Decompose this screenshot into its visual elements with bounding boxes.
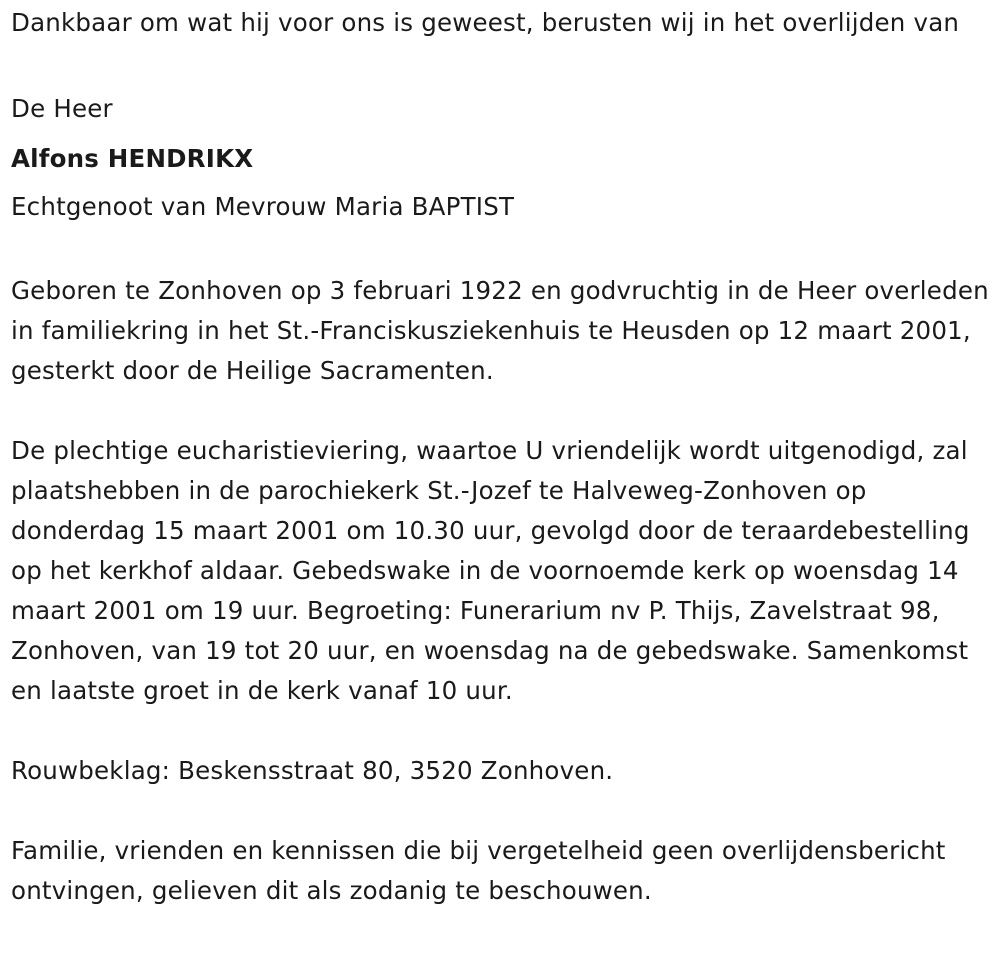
spacer: [11, 43, 995, 83]
service-paragraph: De plechtige eucharistieviering, waartoe U vriendelijk wordt uitgenodigd, zal plaatshebben in de parochiekerk St.-Jozef te Halveweg-Zonhoven op donderdag 15 maart 2001 om 10.30 uur, gevolgd door de teraardebestelling op het kerkhof aldaar. Gebedswake in de voornoemde kerk op woensdag 14 maart 2001 om 19 uur. Begroeting: Funerarium nv P. Thijs, Zavelstraat 98, Zonhoven, van 19 tot 20 uur, en woensdag na de gebedswake. Samenkomst en laatste groet in de kerk vanaf 10 uur.: [11, 436, 970, 705]
spacer: [11, 391, 995, 431]
spacer: [11, 791, 995, 831]
spacer: [11, 711, 995, 751]
spouse-line: Echtgenoot van Mevrouw Maria BAPTIST: [11, 192, 515, 221]
obituary-notice: [11, 3, 995, 911]
condolences-address: Rouwbeklag: Beskensstraat 80, 3520 Zonhoven.: [11, 756, 614, 785]
deceased-name: Alfons HENDRIKX: [11, 144, 254, 173]
closing-paragraph: Familie, vrienden en kennissen die bij vergetelheid geen overlijdensbericht ontvingen, gelieven dit als zodanig te beschouwen.: [11, 836, 946, 905]
honorific-title: De Heer: [11, 94, 113, 123]
intro-text: Dankbaar om wat hij voor ons is geweest, berusten wij in het overlijden van: [11, 8, 960, 37]
birth-death-paragraph: Geboren te Zonhoven op 3 februari 1922 en godvruchtig in de Heer overleden in familiekring in het St.-Franciskusziekenhuis te Heusden op 12 maart 2001, gesterkt door de Heilige Sacramenten.: [11, 276, 989, 385]
spacer: [11, 231, 995, 271]
